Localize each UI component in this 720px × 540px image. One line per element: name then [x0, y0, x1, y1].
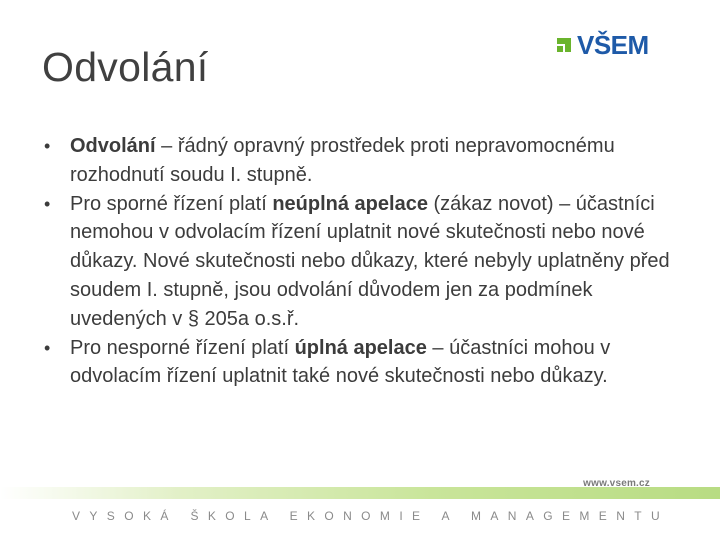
bullet-dot: •	[44, 136, 51, 156]
bullet-item	[44, 334, 694, 392]
bullet-item	[44, 190, 694, 334]
bullet-text-post: (zákaz novot) – účastníci nemohou v odvolacím řízení uplatnit nové skutečnosti nebo nové důkazy. Nové skutečnosti nebo důkazy, které nebyly uplatněny před soudem I. stupně, jsou odvolání důvodem jen za podmínek uvedených v § 205a o.s.ř.	[70, 192, 670, 330]
vsem-logo	[555, 29, 649, 61]
logo-text: VŠEM	[577, 30, 649, 60]
bullet-bold-term: neúplná apelace	[272, 192, 428, 215]
bullet-list	[44, 132, 694, 391]
logo-mark-icon	[555, 34, 573, 56]
bullet-dot: •	[44, 193, 51, 214]
bullet-text-post: – účastníci mohou v odvolacím řízení uplatnit také nové skutečnosti nebo důkazy.	[70, 336, 611, 388]
website-link[interactable]: www.vsem.cz	[583, 478, 650, 489]
school-name: VYSOKÁ ŠKOLA EKONOMIE A MANAGEMENTU	[72, 509, 670, 523]
bullet-text-pre: Pro nesporné řízení platí	[70, 336, 295, 359]
bullet-bold-term: Odvolání	[70, 135, 156, 157]
bullet-text-pre: Pro sporné řízení platí	[70, 192, 273, 215]
bullet-bold-term: úplná apelace	[294, 336, 427, 359]
slide-title: Odvolání	[42, 44, 209, 90]
bullet-dot: •	[44, 337, 51, 358]
bullet-text: – řádný opravný prostředek proti nepravomocnému rozhodnutí soudu I. stupně.	[70, 135, 615, 186]
bullet-item	[44, 132, 694, 190]
